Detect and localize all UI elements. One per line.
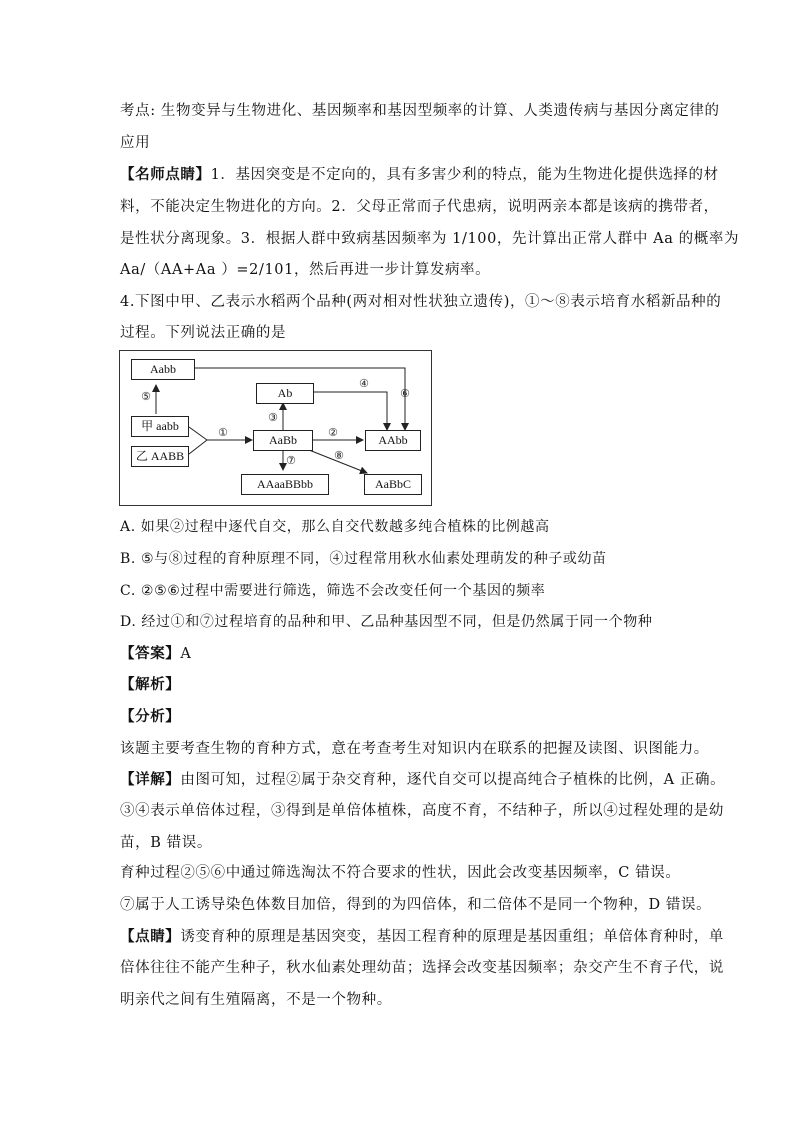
teacher-tip-line-3: 是性状分离现象。3．根据人群中致病基因频率为 1/100，先计算出正常人群中 Aa 的概率为	[120, 231, 740, 247]
label-3: ③	[268, 411, 278, 424]
detail-line-4: 育种过程②⑤⑥中通过筛选淘汰不符合要求的性状，因此会改变基因频率，C 错误。	[120, 865, 681, 881]
answer-tag: 【答案】	[120, 645, 181, 662]
label-5: ⑤	[141, 390, 151, 403]
node-aabb-right: AAbb	[365, 430, 421, 451]
arrow-4	[313, 392, 387, 430]
node-ab: Ab	[256, 383, 314, 404]
breeding-diagram	[119, 350, 432, 506]
detail-line-5: ⑦属于人工诱导染色体数目加倍，得到的为四倍体，和二倍体不是同一个物种，D 错误。	[120, 897, 712, 913]
summary-line-3: 明亲代之间有生殖隔离，不是一个物种。	[120, 992, 392, 1008]
detail-tag: 【详解】	[120, 771, 181, 788]
option-b: B. ⑤与⑧过程的育种原理不同，④过程常用秋水仙素处理萌发的种子或幼苗	[120, 551, 607, 567]
fenxi-heading: 【分析】	[120, 708, 181, 725]
exam-point-line-cont: 应用	[120, 135, 151, 151]
node-jia-aabb: 甲 aabb	[131, 416, 189, 437]
teacher-tip-line-4: Aa/（AA+Aa ）=2/101，然后再进一步计算发病率。	[120, 262, 491, 278]
answer-value: A	[180, 646, 192, 662]
option-d: D. 经过①和⑦过程培育的品种和甲、乙品种基因型不同，但是仍然属于同一个物种	[120, 614, 653, 630]
answer-line	[120, 644, 191, 664]
node-aabbc: AaBbC	[364, 474, 422, 495]
merge-line-yi	[189, 440, 207, 454]
exam-point-line: 考点: 生物变异与生物进化、基因频率和基因型频率的计算、人类遗传病与基因分离定律的	[120, 103, 720, 119]
detail-line-2: ③④表示单倍体过程，③得到是单倍体植株，高度不育，不结种子，所以④过程处理的是幼	[120, 803, 724, 819]
summary-line-2: 倍体往往不能产生种子，秋水仙素处理幼苗；选择会改变基因频率；杂交产生不育子代，说	[120, 960, 724, 976]
node-yi-aabb: 乙 AABB	[131, 446, 189, 467]
option-a: A. 如果②过程中逐代自交，那么自交代数越多纯合植株的比例越高	[120, 519, 550, 535]
label-6: ⑥	[400, 387, 410, 400]
label-7: ⑦	[286, 454, 296, 467]
question-stem-line-2: 过程。下列说法正确的是	[120, 325, 287, 341]
teacher-tip-line-2: 料，不能决定生物进化的方向。2．父母正常而子代患病，说明两亲本都是该病的携带者，	[120, 199, 719, 215]
label-8: ⑧	[334, 449, 344, 462]
node-tetraploid: AAaaBBbb	[241, 474, 329, 495]
question-stem-line-1: 4.下图中甲、乙表示水稻两个品种(两对相对性状独立遗传)，①～⑧表示培育水稻新品种的	[120, 294, 722, 310]
merge-line-jia	[189, 427, 207, 440]
summary-line-1	[120, 927, 724, 947]
detail-line-3: 苗，B 错误。	[120, 835, 212, 851]
summary-tag: 【点睛】	[120, 928, 181, 945]
label-2: ②	[328, 426, 338, 439]
node-aabb-mid: AaBb	[253, 430, 313, 451]
teacher-tip-tag: 【名师点睛】	[120, 166, 211, 183]
detail-line-1	[120, 770, 725, 790]
teacher-tip-line	[120, 165, 719, 185]
analysis-line-1: 该题主要考查生物的育种方式，意在考查考生对知识内在联系的把握及读图、识图能力。	[120, 741, 709, 757]
detail-text: 由图可知，过程②属于杂交育种，逐代自交可以提高纯合子植株的比例，A 正确。	[180, 772, 726, 788]
option-c: C. ②⑤⑥过程中需要进行筛选，筛选不会改变任何一个基因的频率	[120, 583, 546, 599]
summary-text: 诱变育种的原理是基因突变，基因工程育种的原理是基因重组；单倍体育种时，单	[180, 929, 725, 945]
teacher-tip-text: 1．基因突变是不定向的，具有多害少利的特点，能为生物进化提供选择的材	[210, 167, 719, 183]
label-1: ①	[218, 426, 228, 439]
node-aabb-top: Aabb	[131, 359, 195, 380]
jiexi-heading: 【解析】	[120, 676, 181, 693]
label-4: ④	[359, 377, 369, 390]
